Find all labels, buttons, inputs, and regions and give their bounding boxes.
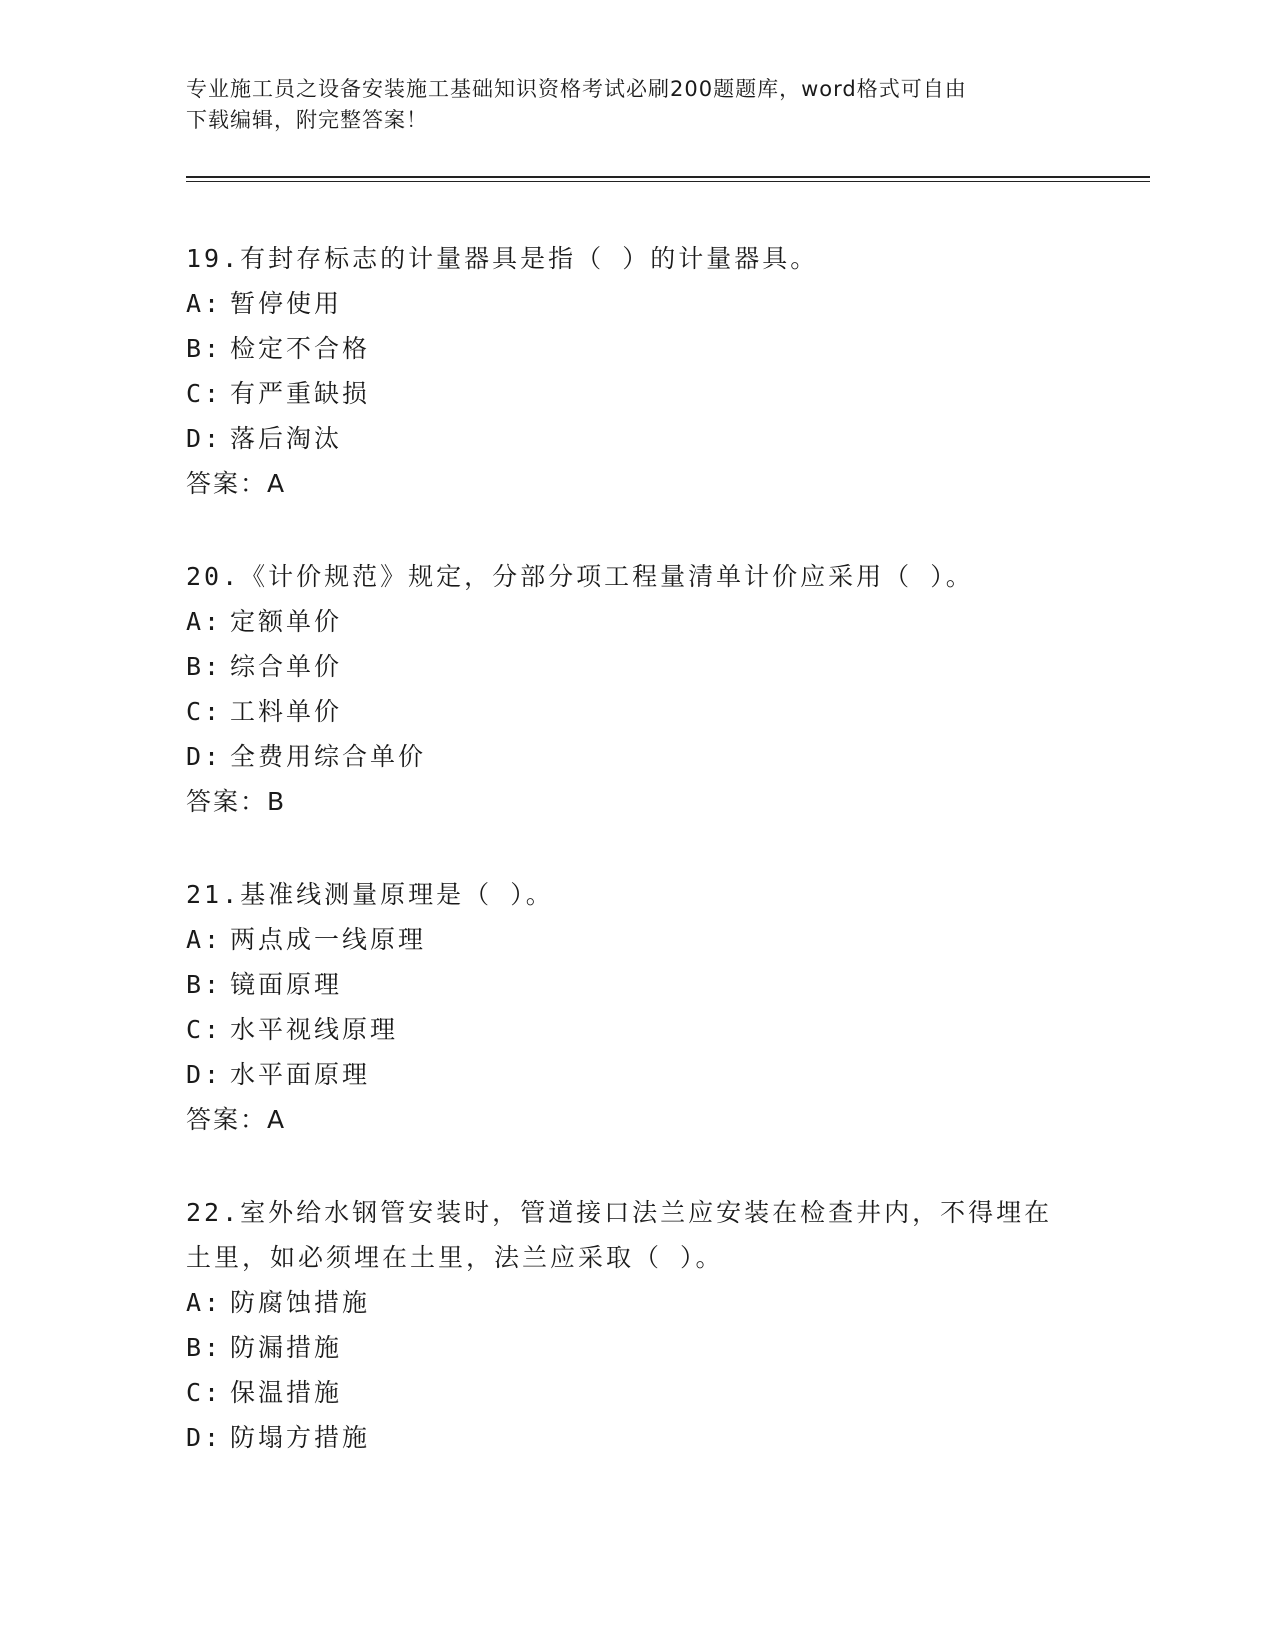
question-spacer	[186, 824, 1086, 872]
option-key: C:	[186, 1378, 223, 1407]
option-d	[186, 734, 1086, 779]
option-text: 镜面原理	[230, 970, 343, 999]
option-text: 工料单价	[230, 697, 343, 726]
option-key: D:	[186, 742, 223, 771]
option-key: B:	[186, 652, 223, 681]
question-spacer	[186, 506, 1086, 554]
option-key: B:	[186, 970, 223, 999]
option-a	[186, 599, 1086, 644]
header-line-2: 下载编辑，附完整答案！	[186, 108, 428, 132]
option-text: 防腐蚀措施	[230, 1288, 371, 1317]
question-19	[186, 236, 1086, 506]
option-key: C:	[186, 697, 223, 726]
answer-line: 答案：A	[186, 1105, 287, 1134]
option-c	[186, 1370, 1086, 1415]
option-key: C:	[186, 379, 223, 408]
option-key: A:	[186, 1288, 223, 1317]
option-c	[186, 1007, 1086, 1052]
option-key: B:	[186, 334, 223, 363]
option-key: A:	[186, 607, 223, 636]
option-b	[186, 644, 1086, 689]
question-21	[186, 872, 1086, 1142]
option-b	[186, 326, 1086, 371]
option-key: D:	[186, 1423, 223, 1452]
option-text: 全费用综合单价	[230, 742, 427, 771]
option-text: 水平面原理	[230, 1060, 371, 1089]
question-22	[186, 1190, 1086, 1460]
question-title: 21.基准线测量原理是（ ）。	[186, 880, 554, 909]
option-text: 水平视线原理	[230, 1015, 399, 1044]
option-text: 暂停使用	[230, 289, 343, 318]
header-divider-thick	[186, 176, 1150, 178]
option-text: 防塌方措施	[230, 1423, 371, 1452]
option-text: 定额单价	[230, 607, 343, 636]
question-title-line-2: 土里，如必须埋在土里，法兰应采取（ ）。	[186, 1243, 724, 1272]
option-d	[186, 1415, 1086, 1460]
option-text: 落后淘汰	[230, 424, 343, 453]
option-b	[186, 1325, 1086, 1370]
question-list	[186, 236, 1086, 1460]
option-text: 有严重缺损	[230, 379, 371, 408]
option-key: D:	[186, 1060, 223, 1089]
question-spacer	[186, 1142, 1086, 1190]
document-header	[186, 74, 1066, 136]
question-title: 19.有封存标志的计量器具是指（ ）的计量器具。	[186, 244, 819, 273]
option-a	[186, 917, 1086, 962]
option-c	[186, 371, 1086, 416]
option-b	[186, 962, 1086, 1007]
answer-line: 答案：B	[186, 787, 287, 816]
option-text: 综合单价	[230, 652, 343, 681]
answer-line: 答案：A	[186, 469, 287, 498]
option-text: 两点成一线原理	[230, 925, 427, 954]
question-title: 20.《计价规范》规定，分部分项工程量清单计价应采用（ ）。	[186, 562, 974, 591]
option-text: 检定不合格	[230, 334, 371, 363]
option-d	[186, 416, 1086, 461]
question-title-line-1: 22.室外给水钢管安装时，管道接口法兰应安装在检查井内，不得埋在	[186, 1198, 1053, 1227]
option-key: C:	[186, 1015, 223, 1044]
option-key: A:	[186, 925, 223, 954]
header-line-1: 专业施工员之设备安装施工基础知识资格考试必刷200题题库，word格式可自由	[186, 77, 967, 101]
option-a	[186, 1280, 1086, 1325]
option-text: 防漏措施	[230, 1333, 343, 1362]
option-c	[186, 689, 1086, 734]
option-key: B:	[186, 1333, 223, 1362]
header-divider-thin	[186, 181, 1150, 182]
option-d	[186, 1052, 1086, 1097]
option-a	[186, 281, 1086, 326]
question-20	[186, 554, 1086, 824]
option-text: 保温措施	[230, 1378, 343, 1407]
option-key: A:	[186, 289, 223, 318]
option-key: D:	[186, 424, 223, 453]
